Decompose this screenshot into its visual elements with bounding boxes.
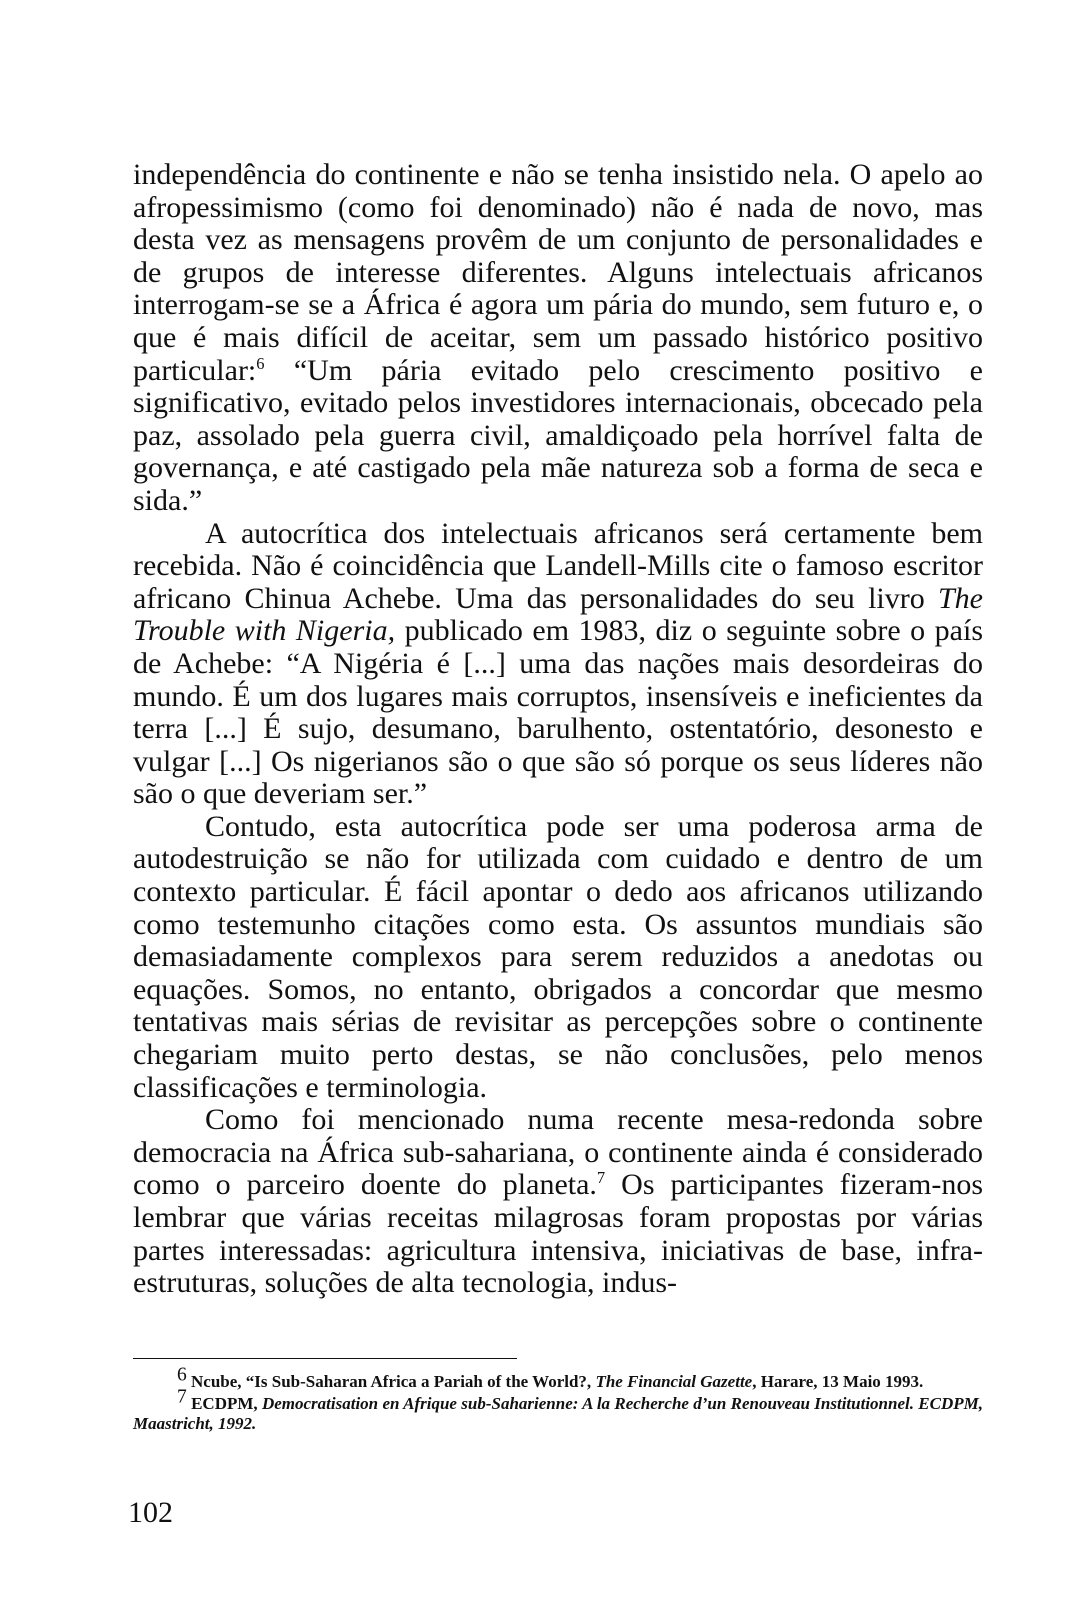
paragraph-2-text-before: A autocrítica dos intelectuais africanos será certamente bem recebida. Não é coincidência que Landell-Mills cite o famoso escritor africano Chinua Achebe. Uma das personalidades do seu livro <box>133 516 983 615</box>
footnote-7-text-before: ECDPM, <box>186 1394 262 1413</box>
footnote-7-italic: Democratisation en Afrique sub-Saharienne: A la Recherche d’un Renouveau Institutionnel. ECDPM, Maastricht, 1992. <box>133 1394 983 1433</box>
paragraph-2 <box>133 518 983 811</box>
paragraph-4 <box>133 1104 983 1300</box>
footnote-6 <box>133 1364 983 1392</box>
footnote-6-text-after: , Harare, 13 Maio 1993. <box>752 1372 924 1391</box>
footnote-6-number: 6 <box>177 1364 187 1386</box>
paragraph-3 <box>133 811 983 1104</box>
paragraph-1 <box>133 159 983 518</box>
paragraph-3-text: Contudo, esta autocrítica pode ser uma poderosa arma de autodestruição se não for utilizada com cuidado e dentro de um contexto particular. É fácil apontar o dedo aos africanos utilizando como testemunho citações como esta. Os assuntos mundiais são demasiadamente complexos para serem reduzidos a anedotas ou equações. Somos, no entanto, obrigados a concordar que mesmo tentativas mais sérias de revisitar as percepções sobre o continente chegariam muito perto destas, se não conclusões, pelo menos classificações e terminologia. <box>133 809 983 1104</box>
footnote-ref-7: 7 <box>596 1168 606 1188</box>
page-number: 102 <box>128 1496 173 1529</box>
footnote-6-italic: The Financial Gazette <box>595 1372 753 1391</box>
book-title: The Trouble with Nigeria, <box>133 581 983 648</box>
paragraph-1-text-before: independência do continente e não se tenha insistido nela. O apelo ao afropessimismo (como foi denominado) não é nada de novo, mas desta vez as mensagens provêm de um conjunto de personalidades e de grupos de interesse diferentes. Alguns intelectuais africanos interrogam-se se a África é agora um pária do mundo, sem futuro e, o que é mais difícil de aceitar, sem um passado histórico positivo particular: <box>133 158 983 387</box>
footnote-7-number: 7 <box>177 1386 187 1408</box>
paragraph-4-text-before: Como foi mencionado numa recente mesa-redonda sobre democracia na África sub-sahariana, o continente ainda é considerado como o parceiro doente do planeta. <box>133 1103 983 1202</box>
footnotes <box>133 1364 983 1436</box>
paragraph-2-text-after: publicado em 1983, diz o seguinte sobre o país de Achebe: “A Nigéria é [...] uma das nações mais desordeiras do mundo. É um dos lugares mais corruptos, insensíveis e ineficientes da terra [...] É sujo, desumano, barulhento, ostentatório, desonesto e vulgar [...] Os nigerianos são o que são só porque os seus líderes não são o que deveriam ser.” <box>133 614 983 811</box>
footnote-6-text-before: Ncube, “Is Sub-Saharan Africa a Pariah of the World?, <box>186 1372 596 1391</box>
body-text <box>133 159 983 1300</box>
paragraph-4-text-after: Os participantes fizeram-nos lembrar que várias receitas milagrosas foram propostas por várias partes interessadas: agricultura intensiva, iniciativas de base, infra-estruturas, soluções de alta tecnologia, indus- <box>133 1168 983 1300</box>
footnote-divider <box>133 1358 517 1359</box>
paragraph-1-text-after: “Um pária evitado pelo crescimento positivo e significativo, evitado pelos investidores internacionais, obcecado pela paz, assolado pela guerra civil, amaldiçoado pela horrível falta de governança, e até castigado pela mãe natureza sob a forma de seca e sida.” <box>133 353 983 517</box>
footnote-ref-6: 6 <box>256 353 265 373</box>
footnote-7 <box>133 1386 983 1434</box>
